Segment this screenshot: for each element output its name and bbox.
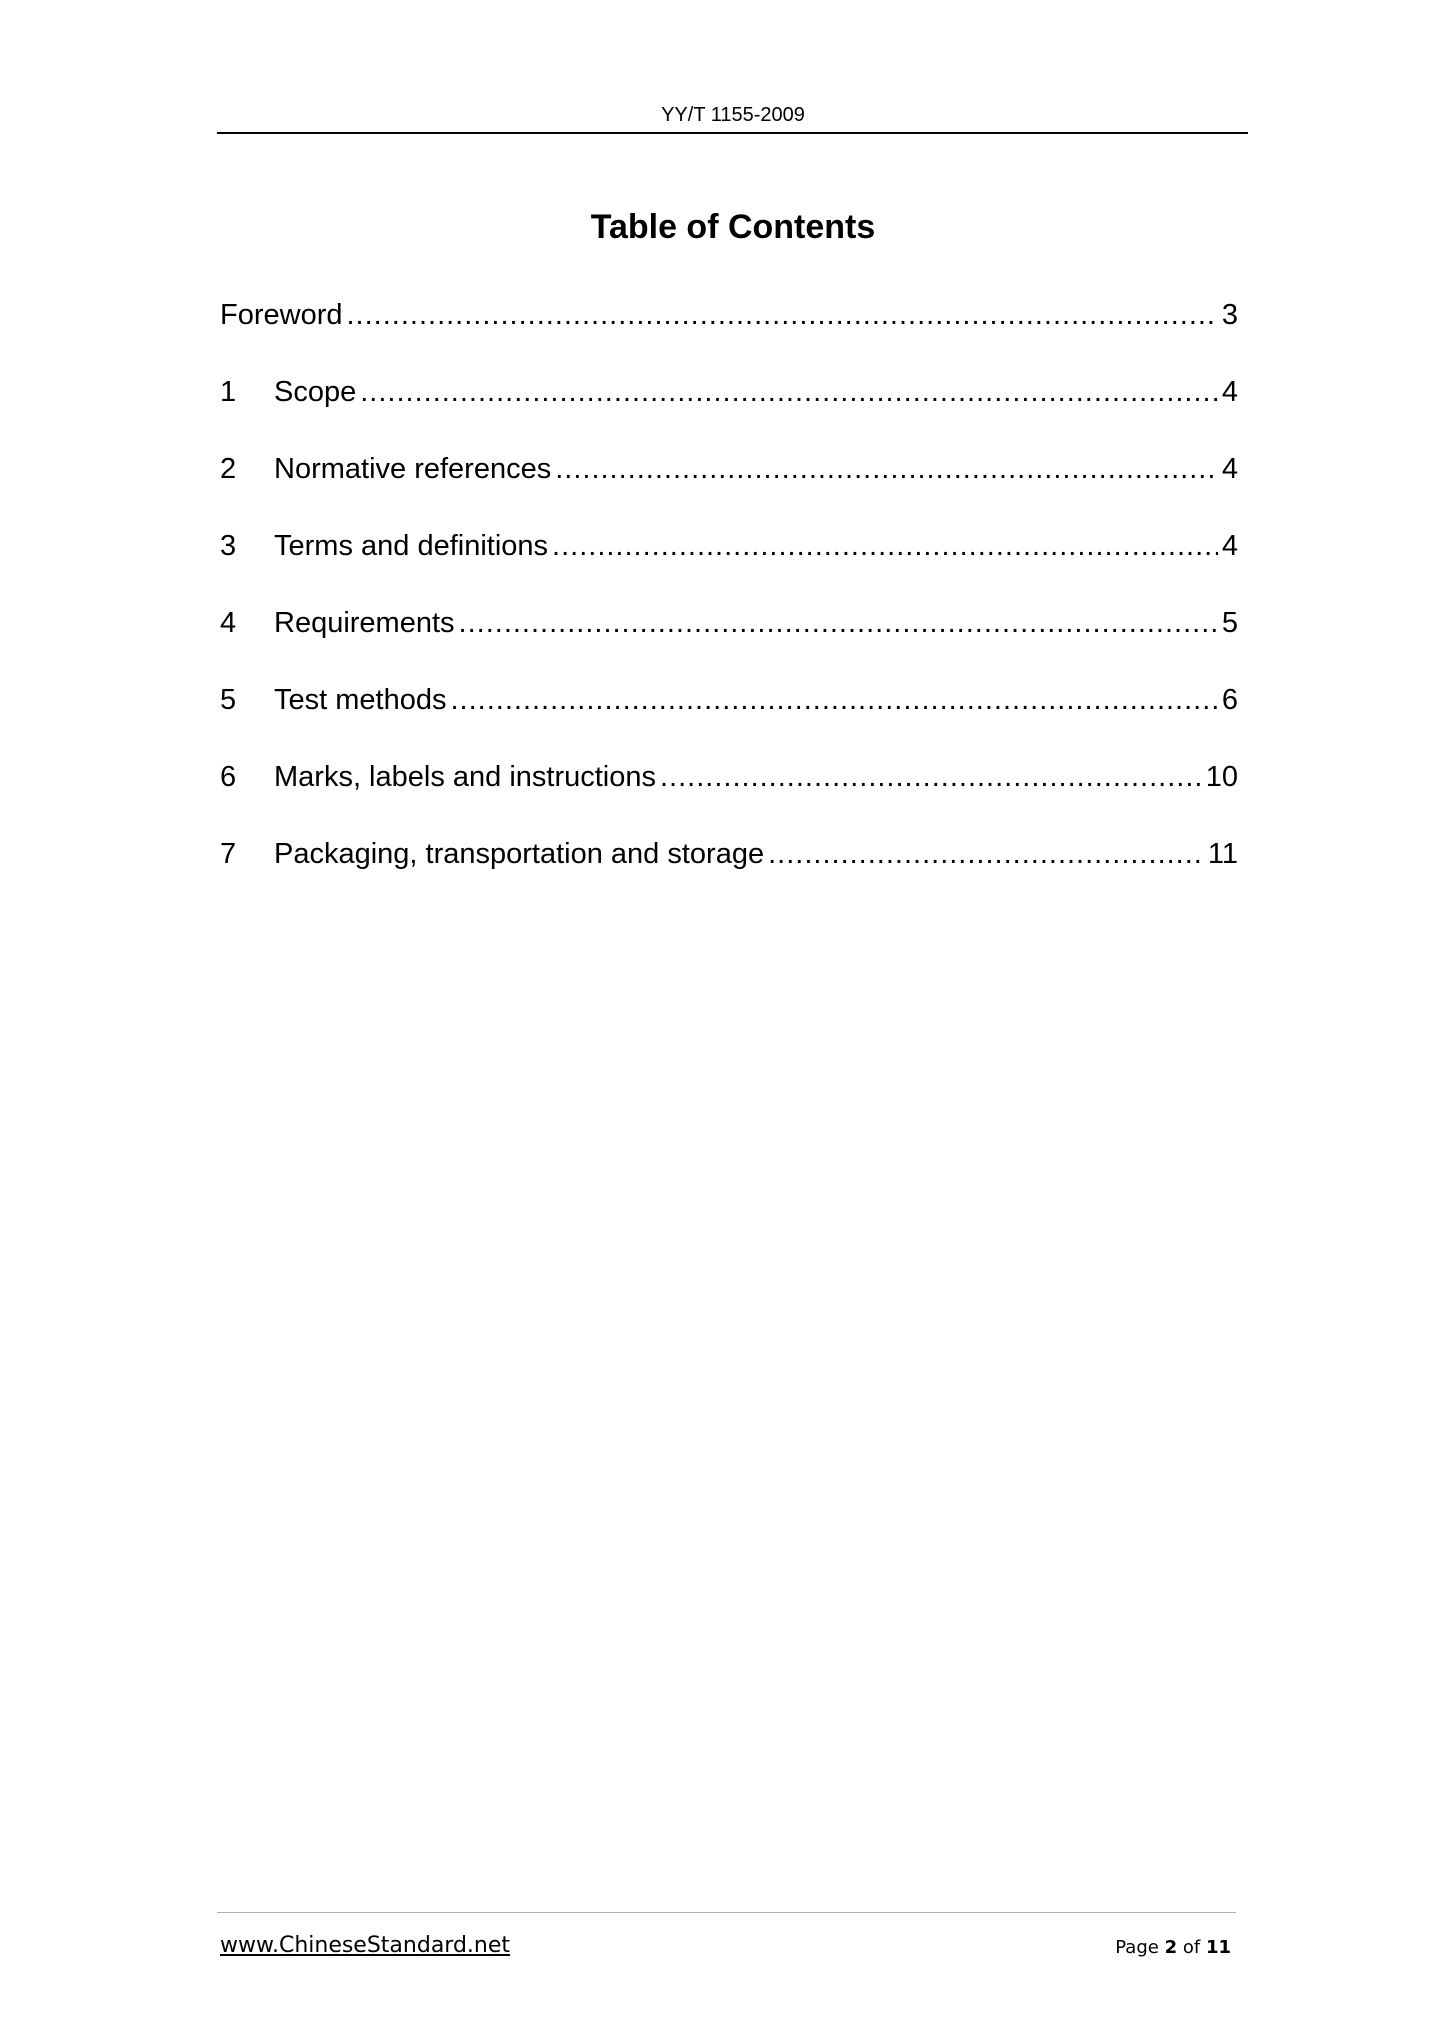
toc-dot-leader: [768, 832, 1204, 876]
toc-entry-number: 2: [220, 453, 237, 485]
toc-title: Table of Contents: [590, 208, 876, 246]
toc-entry-scope[interactable]: [220, 370, 1238, 447]
toc-dot-leader: [660, 755, 1202, 799]
toc-entry-number: 4: [220, 607, 237, 639]
toc-entry-title: Marks, labels and instructions: [274, 761, 656, 793]
current-page-number: 2: [1164, 1937, 1178, 1958]
toc-entry-page: 4: [1221, 453, 1238, 485]
toc-dot-leader: [555, 447, 1218, 491]
page-separator: of: [1182, 1937, 1201, 1958]
toc-entry-title: Scope: [274, 376, 357, 408]
toc-entry-title: Normative references: [274, 453, 552, 485]
toc-entry-number: 1: [220, 376, 237, 408]
toc-entry-page: 5: [1221, 607, 1238, 639]
header-rule: [217, 132, 1248, 134]
toc-list: [220, 293, 1238, 909]
toc-entry-title: Terms and definitions: [274, 530, 549, 562]
toc-entry-page: 3: [1221, 299, 1238, 331]
toc-entry-foreword[interactable]: [220, 293, 1238, 370]
toc-entry-page: 6: [1221, 684, 1238, 716]
toc-entry-title: Requirements: [274, 607, 455, 639]
toc-entry-title: Foreword: [220, 299, 343, 331]
website-link[interactable]: www.ChineseStandard.net: [220, 1933, 511, 1958]
toc-entry-page: 11: [1207, 838, 1238, 870]
toc-entry-number: 6: [220, 761, 237, 793]
toc-entry-number: 5: [220, 684, 237, 716]
toc-entry-test-methods[interactable]: [220, 678, 1238, 755]
toc-entry-page: 4: [1221, 530, 1238, 562]
toc-entry-title: Test methods: [274, 684, 447, 716]
toc-dot-leader: [459, 601, 1218, 645]
toc-entry-page: 4: [1221, 376, 1238, 408]
page-prefix: Page: [1115, 1937, 1159, 1958]
toc-entry-marks-labels-instructions[interactable]: [220, 755, 1238, 832]
toc-entry-packaging-transportation-storage[interactable]: [220, 832, 1238, 909]
toc-dot-leader: [552, 524, 1218, 568]
toc-entry-requirements[interactable]: [220, 601, 1238, 678]
toc-dot-leader: [347, 293, 1218, 337]
toc-entry-terms-and-definitions[interactable]: [220, 524, 1238, 601]
running-header: YY/T 1155-2009: [661, 104, 805, 126]
toc-dot-leader: [360, 370, 1218, 414]
toc-entry-title: Packaging, transportation and storage: [274, 838, 765, 870]
toc-entry-normative-references[interactable]: [220, 447, 1238, 524]
footer-rule: [217, 1912, 1236, 1913]
toc-dot-leader: [450, 678, 1217, 722]
total-pages-number: 11: [1205, 1937, 1231, 1958]
toc-entry-number: 3: [220, 530, 237, 562]
page-number: [1115, 1936, 1231, 1960]
toc-entry-number: 7: [220, 838, 237, 870]
toc-entry-page: 10: [1205, 761, 1238, 793]
